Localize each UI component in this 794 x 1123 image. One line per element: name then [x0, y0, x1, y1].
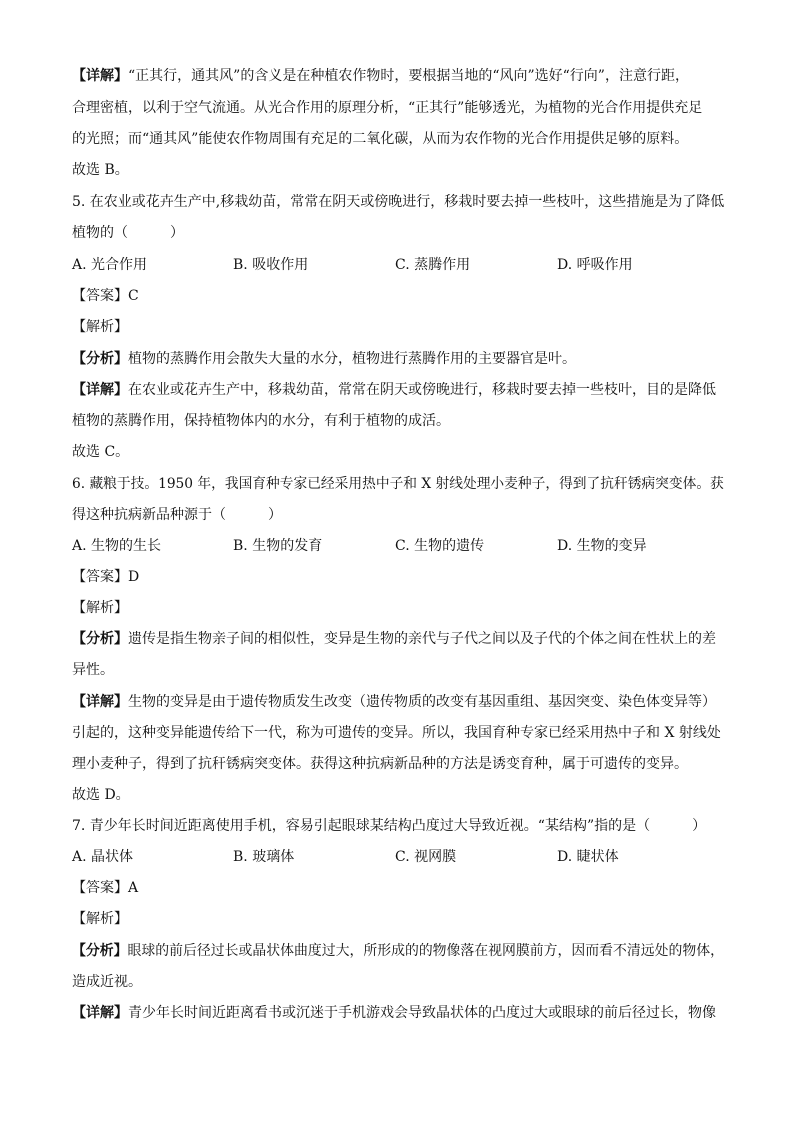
- detail-line-cont: 理小麦种子，得到了抗秆锈病突变体。获得这种抗病新品种的方法是诱变育种，属于可遗传的变异。: [72, 756, 688, 772]
- conclusion-line: 故选 D。: [72, 787, 130, 803]
- analysis-line: 【分析】遗传是指生物亲子间的相似性，变异是生物的亲代与子代之间以及子代的个体之间在性状上的差: [72, 631, 716, 647]
- detail-line: 【详解】在农业或花卉生产中，移栽幼苗，常常在阴天或傍晚进行，移栽时要去掉一些枝叶，目的是降低: [72, 382, 716, 398]
- question-6-stem: 6. 藏粮于技。1950 年，我国育种专家已经采用热中子和 X 射线处理小麦种子，得到了抗秆锈病突变体。获: [72, 476, 724, 492]
- analysis-line: 【分析】眼球的前后径过长或晶状体曲度过大，所形成的的物像落在视网膜前方，因而看不清远处的物体，: [72, 943, 725, 959]
- analysis-line-cont: 造成近视。: [72, 974, 142, 990]
- text-line: 合理密植，以利于空气流通。从光合作用的原理分析，“正其行”能够透光，为植物的光合作用提供充足: [72, 100, 703, 116]
- option-c: C. 生物的遗传: [395, 538, 485, 554]
- answer-line: 【答案】C: [72, 288, 139, 304]
- answer-line: 【答案】D: [72, 569, 140, 585]
- option-b: B. 生物的发育: [233, 538, 323, 554]
- analysis-line-cont: 异性。: [72, 662, 114, 678]
- option-d: D. 睫状体: [557, 849, 619, 865]
- option-b: B. 玻璃体: [233, 849, 295, 865]
- option-b: B. 吸收作用: [233, 257, 309, 273]
- option-a: A. 生物的生长: [72, 538, 162, 554]
- detail-line-cont: 植物的蒸腾作用，保持植物体内的水分，有利于植物的成活。: [72, 413, 450, 429]
- text-line: 的光照；而“通其风”能使农作物周围有充足的二氧化碳，从而为农作物的光合作用提供足够的原料。: [72, 131, 689, 147]
- option-d: D. 呼吸作用: [557, 257, 633, 273]
- question-5-stem: 5. 在农业或花卉生产中,移栽幼苗，常常在阴天或傍晚进行，移栽时要去掉一些枝叶，这些措施是为了降低: [72, 194, 725, 210]
- detail-line: 【详解】生物的变异是由于遗传物质发生改变（遗传物质的改变有基因重组、基因突变、染色体变异等）: [72, 694, 716, 710]
- analysis-line: 【分析】植物的蒸腾作用会散失大量的水分，植物进行蒸腾作用的主要器官是叶。: [72, 351, 576, 367]
- option-c: C. 蒸腾作用: [395, 257, 471, 273]
- question-6-stem-cont: 得这种抗病新品种源于（ ）: [72, 507, 282, 523]
- analysis-heading: 【解析】: [72, 600, 128, 616]
- option-a: A. 晶状体: [72, 849, 134, 865]
- question-6-options: [72, 536, 724, 556]
- option-d: D. 生物的变异: [557, 538, 647, 554]
- question-7-options: [72, 847, 724, 867]
- detail-line: 【详解】青少年长时间近距离看书或沉迷于手机游戏会导致晶状体的凸度过大或眼球的前后径过长，物像: [72, 1005, 716, 1021]
- answer-line: 【答案】A: [72, 880, 139, 896]
- conclusion-line: 故选 B。: [72, 162, 129, 178]
- analysis-heading: 【解析】: [72, 319, 128, 335]
- option-a: A. 光合作用: [72, 257, 148, 273]
- option-c: C. 视网膜: [395, 849, 457, 865]
- question-7-stem: 7. 青少年长时间近距离使用手机，容易引起眼球某结构凸度过大导致近视。“某结构”指的是（ ）: [72, 818, 707, 834]
- detail-line-cont: 引起的，这种变异能遗传给下一代，称为可遗传的变异。所以，我国育种专家已经采用热中子和 X 射线处: [72, 725, 721, 741]
- question-5-stem-cont: 植物的（ ）: [72, 225, 184, 241]
- text-line: 【详解】“正其行，通其风”的含义是在种植农作物时，要根据当地的“风向”选好“行向”，注意行距，: [72, 68, 689, 84]
- analysis-heading: 【解析】: [72, 911, 128, 927]
- question-5-options: [72, 255, 724, 275]
- conclusion-line: 故选 C。: [72, 444, 130, 460]
